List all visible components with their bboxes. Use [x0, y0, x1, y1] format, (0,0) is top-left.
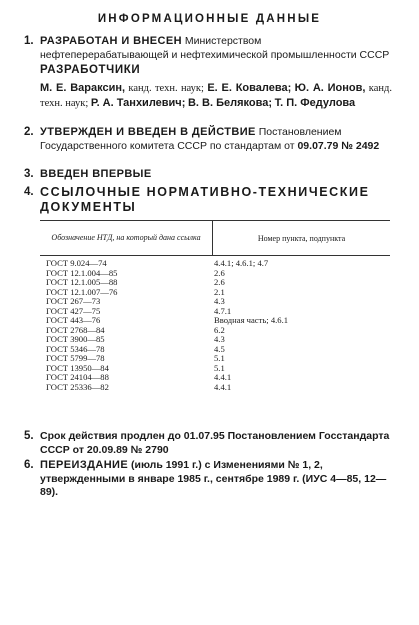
cell-document: ГОСТ 24104—88 [46, 372, 109, 382]
cell-document: ГОСТ 12.1.004—85 [46, 267, 118, 278]
cell-clause: 2.1 [214, 286, 225, 297]
table-body [40, 259, 390, 392]
cell-clause: 2.6 [214, 277, 225, 287]
developers-list [40, 81, 392, 111]
section-heading: ССЫЛОЧНЫЕ НОРМАТИВНО-ТЕХНИЧЕСКИЕ ДОКУМЕНТЫ [40, 185, 370, 214]
cell-clause: 4.4.1 [214, 372, 232, 382]
section-developed [24, 35, 392, 62]
column-header-clause: Номер пункта, подпункта [257, 233, 346, 243]
cell-clause: 4.5 [214, 343, 225, 354]
cell-clause: 5.1 [214, 362, 225, 373]
developers-heading: РАЗРАБОТЧИКИ [40, 64, 141, 76]
developer-degree: канд. техн. наук; [125, 83, 208, 94]
cell-document: ГОСТ 12.1.005—88 [46, 277, 118, 287]
cell-clause: 4.4.1; 4.6.1; 4.7 [214, 258, 269, 268]
cell-clause: Вводная часть; 4.6.1 [214, 315, 289, 325]
cell-document: ГОСТ 3900—85 [46, 334, 105, 344]
cell-document: ГОСТ 427—75 [46, 305, 101, 316]
cell-document: ГОСТ 2768—84 [46, 324, 105, 335]
table-row [40, 383, 390, 393]
cell-document: ГОСТ 5799—78 [46, 353, 105, 363]
section-approved [24, 126, 392, 153]
section-heading: ВВЕДЕН ВПЕРВЫЕ [40, 168, 152, 180]
cell-document: ГОСТ 13950—84 [46, 362, 109, 373]
cell-document: ГОСТ 5346—78 [46, 343, 105, 354]
page-title: ИНФОРМАЦИОННЫЕ ДАННЫЕ [97, 13, 322, 25]
table-header [40, 221, 390, 256]
developer-name: Е. Е. Ковалева; [207, 82, 292, 94]
section-number: 4. [24, 186, 34, 198]
section-heading: УТВЕРЖДЕН И ВВЕДЕН В ДЕЙСТВИЕ [40, 126, 256, 138]
developer-name: Ю. А. Ионов, [294, 82, 366, 94]
section-validity [24, 430, 392, 457]
section-reissue [24, 459, 392, 500]
cell-clause: 6.2 [214, 324, 225, 335]
cell-clause: 4.3 [214, 334, 225, 344]
section-heading: РАЗРАБОТАН И ВНЕСЕН [40, 35, 182, 47]
cell-clause: 4.4.1 [214, 381, 232, 392]
cell-clause: 2.6 [214, 267, 225, 278]
cell-document: ГОСТ 9.024—74 [46, 258, 107, 268]
section-text: Постановлением Государственного комитета СССР по стандартам от [40, 126, 342, 152]
cell-clause: 5.1 [214, 353, 225, 363]
references-table [40, 220, 390, 256]
section-number: 5. [24, 430, 34, 442]
developer-name: В. В. Белякова; [187, 97, 273, 109]
section-number: 1. [24, 35, 34, 47]
section-number: 3. [24, 168, 34, 180]
section-introduced [24, 168, 392, 182]
developer-name: Т. П. Федулова [274, 97, 356, 109]
section-date: 09.07.79 № 2492 [297, 139, 380, 152]
section-number: 6. [24, 459, 34, 471]
cell-clause: 4.3 [214, 296, 225, 306]
section-text: (июль 1991 г.) с Изменениями № 1, 2, утвержденными в январе 1985 г., сентябре 1989 г. (ИУС 4—85, 12—89). [40, 459, 387, 498]
developer-degree: канд. техн. наук; [40, 83, 392, 109]
section-number: 2. [24, 126, 34, 138]
column-header-document: Обозначение НТД, на который дана ссылка [40, 221, 213, 255]
developer-name: Р. А. Танхилевич; [90, 97, 186, 109]
developer-name: М. Е. Вараксин, [40, 82, 126, 94]
section-text: Срок действия продлен до 01.07.95 Постановлением Госстандарта СССР от 20.09.89 № 2790 [40, 430, 390, 456]
cell-document: ГОСТ 25336—82 [46, 381, 109, 392]
section-references [24, 186, 392, 215]
section-heading: ПЕРЕИЗДАНИЕ [40, 459, 129, 471]
cell-clause: 4.7.1 [214, 305, 232, 316]
section-text: Министерством нефтеперерабатывающей и нефтехимической промышленности СССР [40, 35, 390, 61]
cell-document: ГОСТ 12.1.007—76 [46, 286, 118, 297]
cell-document: ГОСТ 267—73 [46, 296, 101, 306]
cell-document: ГОСТ 443—76 [46, 315, 101, 325]
